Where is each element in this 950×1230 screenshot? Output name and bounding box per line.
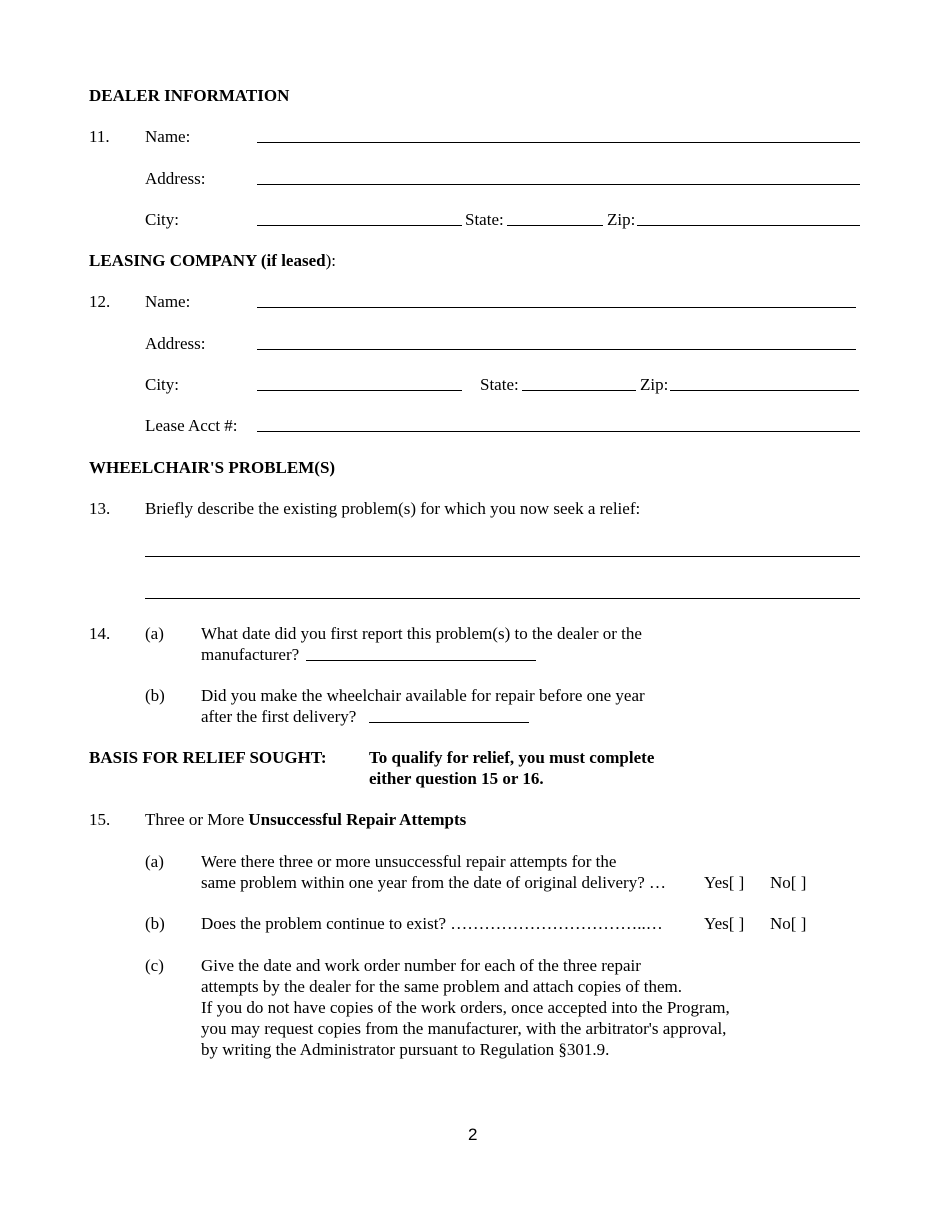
q15c-line: attempts by the dealer for the same problem and attach copies of them. bbox=[201, 977, 683, 996]
leasing-name-label: Name: bbox=[145, 292, 191, 311]
leasing-heading-tail: ): bbox=[325, 251, 336, 270]
leasing-city-field[interactable] bbox=[257, 390, 462, 391]
q15-title-bold: Unsuccessful Repair Attempts bbox=[248, 810, 467, 829]
leasing-zip-field[interactable] bbox=[670, 390, 859, 391]
dealer-state-field[interactable] bbox=[507, 225, 603, 226]
q15c-line: by writing the Administrator pursuant to Regulation §301.9. bbox=[201, 1040, 610, 1059]
problem-description-line-1[interactable] bbox=[145, 556, 860, 557]
leasing-address-label: Address: bbox=[145, 334, 206, 353]
q15-number: 15. bbox=[89, 810, 111, 829]
q14b-line2: after the first delivery? bbox=[201, 707, 357, 726]
q15a-letter: (a) bbox=[145, 852, 164, 871]
q11-number: 11. bbox=[89, 127, 110, 146]
first-report-date-field[interactable] bbox=[306, 660, 536, 661]
dealer-address-label: Address: bbox=[145, 169, 206, 188]
leasing-state-label: State: bbox=[480, 375, 519, 394]
q15b-yes-checkbox[interactable]: Yes[ ] bbox=[704, 914, 745, 933]
q15a-no-checkbox[interactable]: No[ ] bbox=[770, 873, 807, 892]
leasing-zip-label: Zip: bbox=[640, 375, 669, 394]
basis-note-line2: either question 15 or 16. bbox=[369, 769, 544, 788]
dealer-name-field[interactable] bbox=[257, 142, 860, 143]
problem-heading: WHEELCHAIR'S PROBLEM(S) bbox=[89, 458, 336, 477]
dealer-city-label: City: bbox=[145, 210, 180, 229]
q14a-line1: What date did you first report this problem(s) to the dealer or the bbox=[201, 624, 642, 643]
dealer-name-label: Name: bbox=[145, 127, 191, 146]
q14b-line1: Did you make the wheelchair available for repair before one year bbox=[201, 686, 645, 705]
q13-number: 13. bbox=[89, 499, 111, 518]
q15-title bbox=[145, 809, 466, 830]
q14a-letter: (a) bbox=[145, 624, 164, 643]
q15c-line: Give the date and work order number for each of the three repair bbox=[201, 956, 641, 975]
lease-acct-field[interactable] bbox=[257, 431, 860, 432]
q12-number: 12. bbox=[89, 292, 111, 311]
leasing-heading-bold: LEASING COMPANY (if leased bbox=[89, 251, 326, 270]
leasing-city-label: City: bbox=[145, 375, 180, 394]
dealer-zip-field[interactable] bbox=[637, 225, 860, 226]
q15c-paragraph bbox=[201, 955, 730, 1060]
q13-text: Briefly describe the existing problem(s) for which you now seek a relief: bbox=[145, 499, 641, 518]
dealer-state-label: State: bbox=[465, 210, 504, 229]
q14a-line2: manufacturer? bbox=[201, 645, 300, 664]
page-number: 2 bbox=[468, 1125, 478, 1144]
q15c-line: you may request copies from the manufacturer, with the arbitrator's approval, bbox=[201, 1019, 727, 1038]
leasing-state-field[interactable] bbox=[522, 390, 636, 391]
basis-note-line1: To qualify for relief, you must complete bbox=[369, 748, 655, 767]
q15a-line1: Were there three or more unsuccessful repair attempts for the bbox=[201, 852, 617, 871]
q15a-line2: same problem within one year from the date of original delivery? … bbox=[201, 873, 666, 892]
basis-heading: BASIS FOR RELIEF SOUGHT: bbox=[89, 748, 327, 767]
q15-title-plain: Three or More bbox=[145, 810, 249, 829]
lease-acct-label: Lease Acct #: bbox=[145, 416, 238, 435]
problem-description-line-2[interactable] bbox=[145, 598, 860, 599]
q15c-line: If you do not have copies of the work orders, once accepted into the Program, bbox=[201, 998, 730, 1017]
leasing-address-field[interactable] bbox=[257, 349, 856, 350]
dealer-city-field[interactable] bbox=[257, 225, 462, 226]
dealer-heading: DEALER INFORMATION bbox=[89, 86, 290, 105]
dealer-zip-label: Zip: bbox=[607, 210, 636, 229]
dealer-address-field[interactable] bbox=[257, 184, 860, 185]
leasing-name-field[interactable] bbox=[257, 307, 856, 308]
q15a-yes-checkbox[interactable]: Yes[ ] bbox=[704, 873, 745, 892]
q15b-letter: (b) bbox=[145, 914, 165, 933]
q14-number: 14. bbox=[89, 624, 111, 643]
q15b-text: Does the problem continue to exist? ……………………………..… bbox=[201, 914, 663, 933]
q14b-letter: (b) bbox=[145, 686, 165, 705]
q15b-no-checkbox[interactable]: No[ ] bbox=[770, 914, 807, 933]
q15c-letter: (c) bbox=[145, 956, 164, 975]
available-for-repair-field[interactable] bbox=[369, 722, 529, 723]
leasing-heading bbox=[89, 250, 336, 271]
